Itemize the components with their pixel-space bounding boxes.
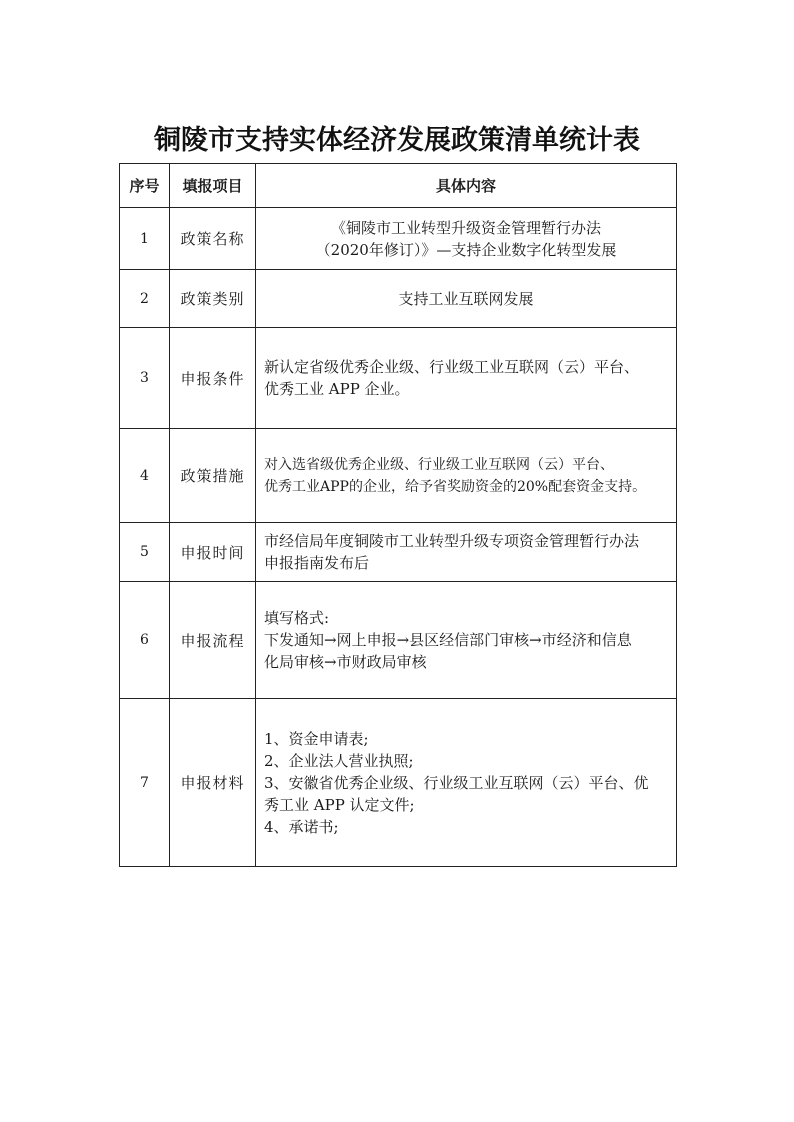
row-content <box>256 582 677 699</box>
row-content <box>256 328 677 429</box>
row-seq: 3 <box>120 328 170 429</box>
content-line: 化局审核→市财政局审核 <box>264 653 427 671</box>
row-item: 申报条件 <box>170 328 256 429</box>
table-row <box>120 582 677 699</box>
row-item: 政策名称 <box>170 208 256 270</box>
row-seq: 1 <box>120 208 170 270</box>
row-item: 申报材料 <box>170 699 256 867</box>
policy-table <box>119 163 677 867</box>
row-seq: 5 <box>120 523 170 582</box>
table-header-row <box>120 164 677 208</box>
content-line: 秀工业 APP 认定文件; <box>264 795 415 814</box>
content-line: 4、承诺书; <box>264 817 339 836</box>
row-seq: 2 <box>120 270 170 328</box>
content-line: 对入选省级优秀企业级、行业级工业互联网（云）平台、 <box>264 456 614 473</box>
row-item: 政策类别 <box>170 270 256 328</box>
content-line: 2、企业法人营业执照; <box>264 751 414 770</box>
document-title: 铜陵市支持实体经济发展政策清单统计表 <box>154 125 640 156</box>
row-item: 政策措施 <box>170 429 256 523</box>
row-seq: 4 <box>120 429 170 523</box>
content-line: 《铜陵市工业转型升级资金管理暂行办法 <box>330 218 601 237</box>
content-line: 优秀工业 APP 企业。 <box>264 380 410 398</box>
table-row <box>120 429 677 523</box>
row-content <box>256 429 677 523</box>
row-content <box>256 523 677 582</box>
content-line: 支持工业互联网发展 <box>398 289 534 308</box>
header-content: 具体内容 <box>256 164 677 208</box>
row-item: 申报时间 <box>170 523 256 582</box>
content-line: （2020年修订）》—支持企业数字化转型发展 <box>315 240 617 259</box>
content-line: 下发通知→网上申报→县区经信部门审核→市经济和信息 <box>264 631 632 649</box>
row-content <box>256 270 677 328</box>
header-seq: 序号 <box>120 164 170 208</box>
row-seq: 7 <box>120 699 170 867</box>
content-line: 新认定省级优秀企业级、行业级工业互联网（云）平台、 <box>264 358 640 376</box>
row-content <box>256 699 677 867</box>
table-row <box>120 523 677 582</box>
table-row <box>120 208 677 270</box>
content-line: 3、安徽省优秀企业级、行业级工业互联网（云）平台、优 <box>264 773 649 792</box>
content-line: 市经信局年度铜陵市工业转型升级专项资金管理暂行办法 <box>264 532 640 550</box>
content-line: 1、资金申请表; <box>264 729 369 748</box>
row-content <box>256 208 677 270</box>
content-line: 申报指南发布后 <box>264 554 370 572</box>
content-line: 优秀工业APP的企业，给予省奖励资金的20%配套资金支持。 <box>264 478 647 495</box>
table-row <box>120 699 677 867</box>
header-item: 填报项目 <box>170 164 256 208</box>
table-row <box>120 328 677 429</box>
content-line: 填写格式: <box>264 609 330 627</box>
row-item: 申报流程 <box>170 582 256 699</box>
row-seq: 6 <box>120 582 170 699</box>
table-row <box>120 270 677 328</box>
